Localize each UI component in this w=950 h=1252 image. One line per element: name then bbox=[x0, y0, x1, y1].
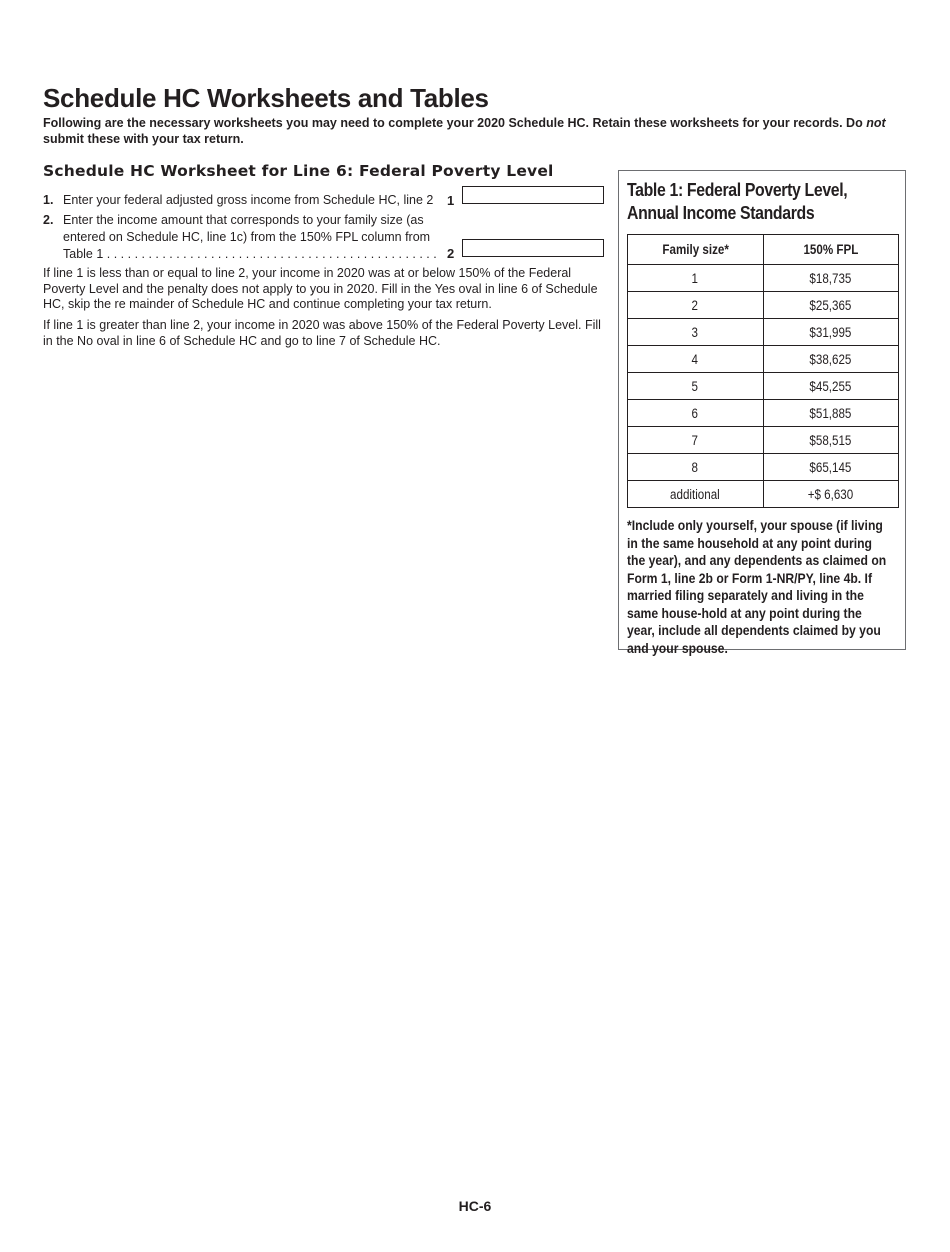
table1-footnote: *Include only yourself, your spouse (if living in the same household at any point during the year), and any dependents as claimed on Form 1, line 2b or Form 1-NR/PY, line 4b. If married filing separately and living in the same house-hold at any point during the year, include all dependents claimed by you and your spouse. bbox=[627, 517, 887, 656]
worksheet-line-1 bbox=[43, 192, 463, 209]
page-title: Schedule HC Worksheets and Tables bbox=[43, 83, 489, 113]
table-row bbox=[628, 427, 899, 454]
line-text-content: Enter the income amount that corresponds to your family size (as entered on Schedule HC, line 1c) from the 150% FPL column from Table 1 . . . . . . . . . . . . . . . . . . . . . . . . . . . . . . . . . . . . . . . . . . . . . . . . bbox=[63, 213, 437, 261]
line-1-box-label: 1 bbox=[447, 193, 455, 208]
instruction-paragraph-2: If line 1 is greater than line 2, your income in 2020 was above 150% of the Federal Poverty Level. Fill in the No oval in line 6 of Schedule HC and go to line 7 of Schedule HC. bbox=[43, 318, 601, 348]
fpl-amount-cell: $45,255 bbox=[763, 373, 899, 400]
family-size-cell: 3 bbox=[628, 319, 764, 346]
fpl-amount-cell: $58,515 bbox=[763, 427, 899, 454]
fpl-amount-cell: +$ 6,630 bbox=[763, 481, 899, 508]
page-number: HC-6 bbox=[458, 1198, 492, 1214]
instruction-paragraph-1: If line 1 is less than or equal to line 2, your income in 2020 was at or below 150% of the Federal Poverty Level and the penalty does not apply to you in 2020. Fill in the Yes oval in line 6 of Schedule HC, skip the re mainder of Schedule HC and continue completing your tax return. bbox=[43, 266, 598, 311]
fpl-amount-cell: $25,365 bbox=[763, 292, 899, 319]
line-number: 1. bbox=[43, 193, 54, 207]
table1-panel bbox=[618, 170, 906, 656]
worksheet-line-2 bbox=[43, 212, 463, 264]
table-row bbox=[628, 454, 899, 481]
family-size-cell: additional bbox=[628, 481, 764, 508]
table-row bbox=[628, 319, 899, 346]
line-text: Enter your federal adjusted gross income from Schedule HC, line 2 bbox=[63, 193, 434, 207]
header-label: 150% FPL bbox=[803, 242, 859, 257]
intro-text-end: submit these with your tax return. bbox=[43, 132, 244, 146]
family-size-cell: 4 bbox=[628, 346, 764, 373]
header-label: Family size* bbox=[662, 242, 729, 257]
fpl-amount-cell: $31,995 bbox=[763, 319, 899, 346]
intro-text-start: Following are the necessary worksheets you may need to complete your 2020 Schedule HC. Retain these worksheets for your records. Do bbox=[43, 116, 867, 130]
table-header-row bbox=[628, 235, 899, 265]
line-1-input[interactable] bbox=[462, 186, 604, 204]
fpl-amount-cell: $65,145 bbox=[763, 454, 899, 481]
line-2-input[interactable] bbox=[462, 239, 604, 257]
table-row bbox=[628, 292, 899, 319]
intro-text bbox=[43, 115, 913, 147]
header-family-size bbox=[628, 235, 764, 265]
family-size-cell: 5 bbox=[628, 373, 764, 400]
worksheet-title: Schedule HC Worksheet for Line 6: Federal Poverty Level bbox=[43, 162, 554, 180]
table-row bbox=[628, 373, 899, 400]
family-size-cell: 1 bbox=[628, 265, 764, 292]
fpl-amount-cell: $38,625 bbox=[763, 346, 899, 373]
intro-emphasis: not bbox=[866, 116, 886, 130]
table-row bbox=[628, 346, 899, 373]
table-row bbox=[628, 481, 899, 508]
family-size-cell: 7 bbox=[628, 427, 764, 454]
line-2-box-label: 2 bbox=[447, 246, 455, 261]
table1-title: Table 1: Federal Poverty Level, Annual Income Standards bbox=[627, 180, 848, 223]
fpl-amount-cell: $18,735 bbox=[763, 265, 899, 292]
line-text bbox=[63, 212, 447, 264]
family-size-cell: 2 bbox=[628, 292, 764, 319]
table-row bbox=[628, 265, 899, 292]
family-size-cell: 8 bbox=[628, 454, 764, 481]
line-number: 2. bbox=[43, 213, 54, 227]
fpl-amount-cell: $51,885 bbox=[763, 400, 899, 427]
header-150-fpl bbox=[763, 235, 899, 265]
family-size-cell: 6 bbox=[628, 400, 764, 427]
table-row bbox=[628, 400, 899, 427]
fpl-table bbox=[627, 234, 899, 508]
